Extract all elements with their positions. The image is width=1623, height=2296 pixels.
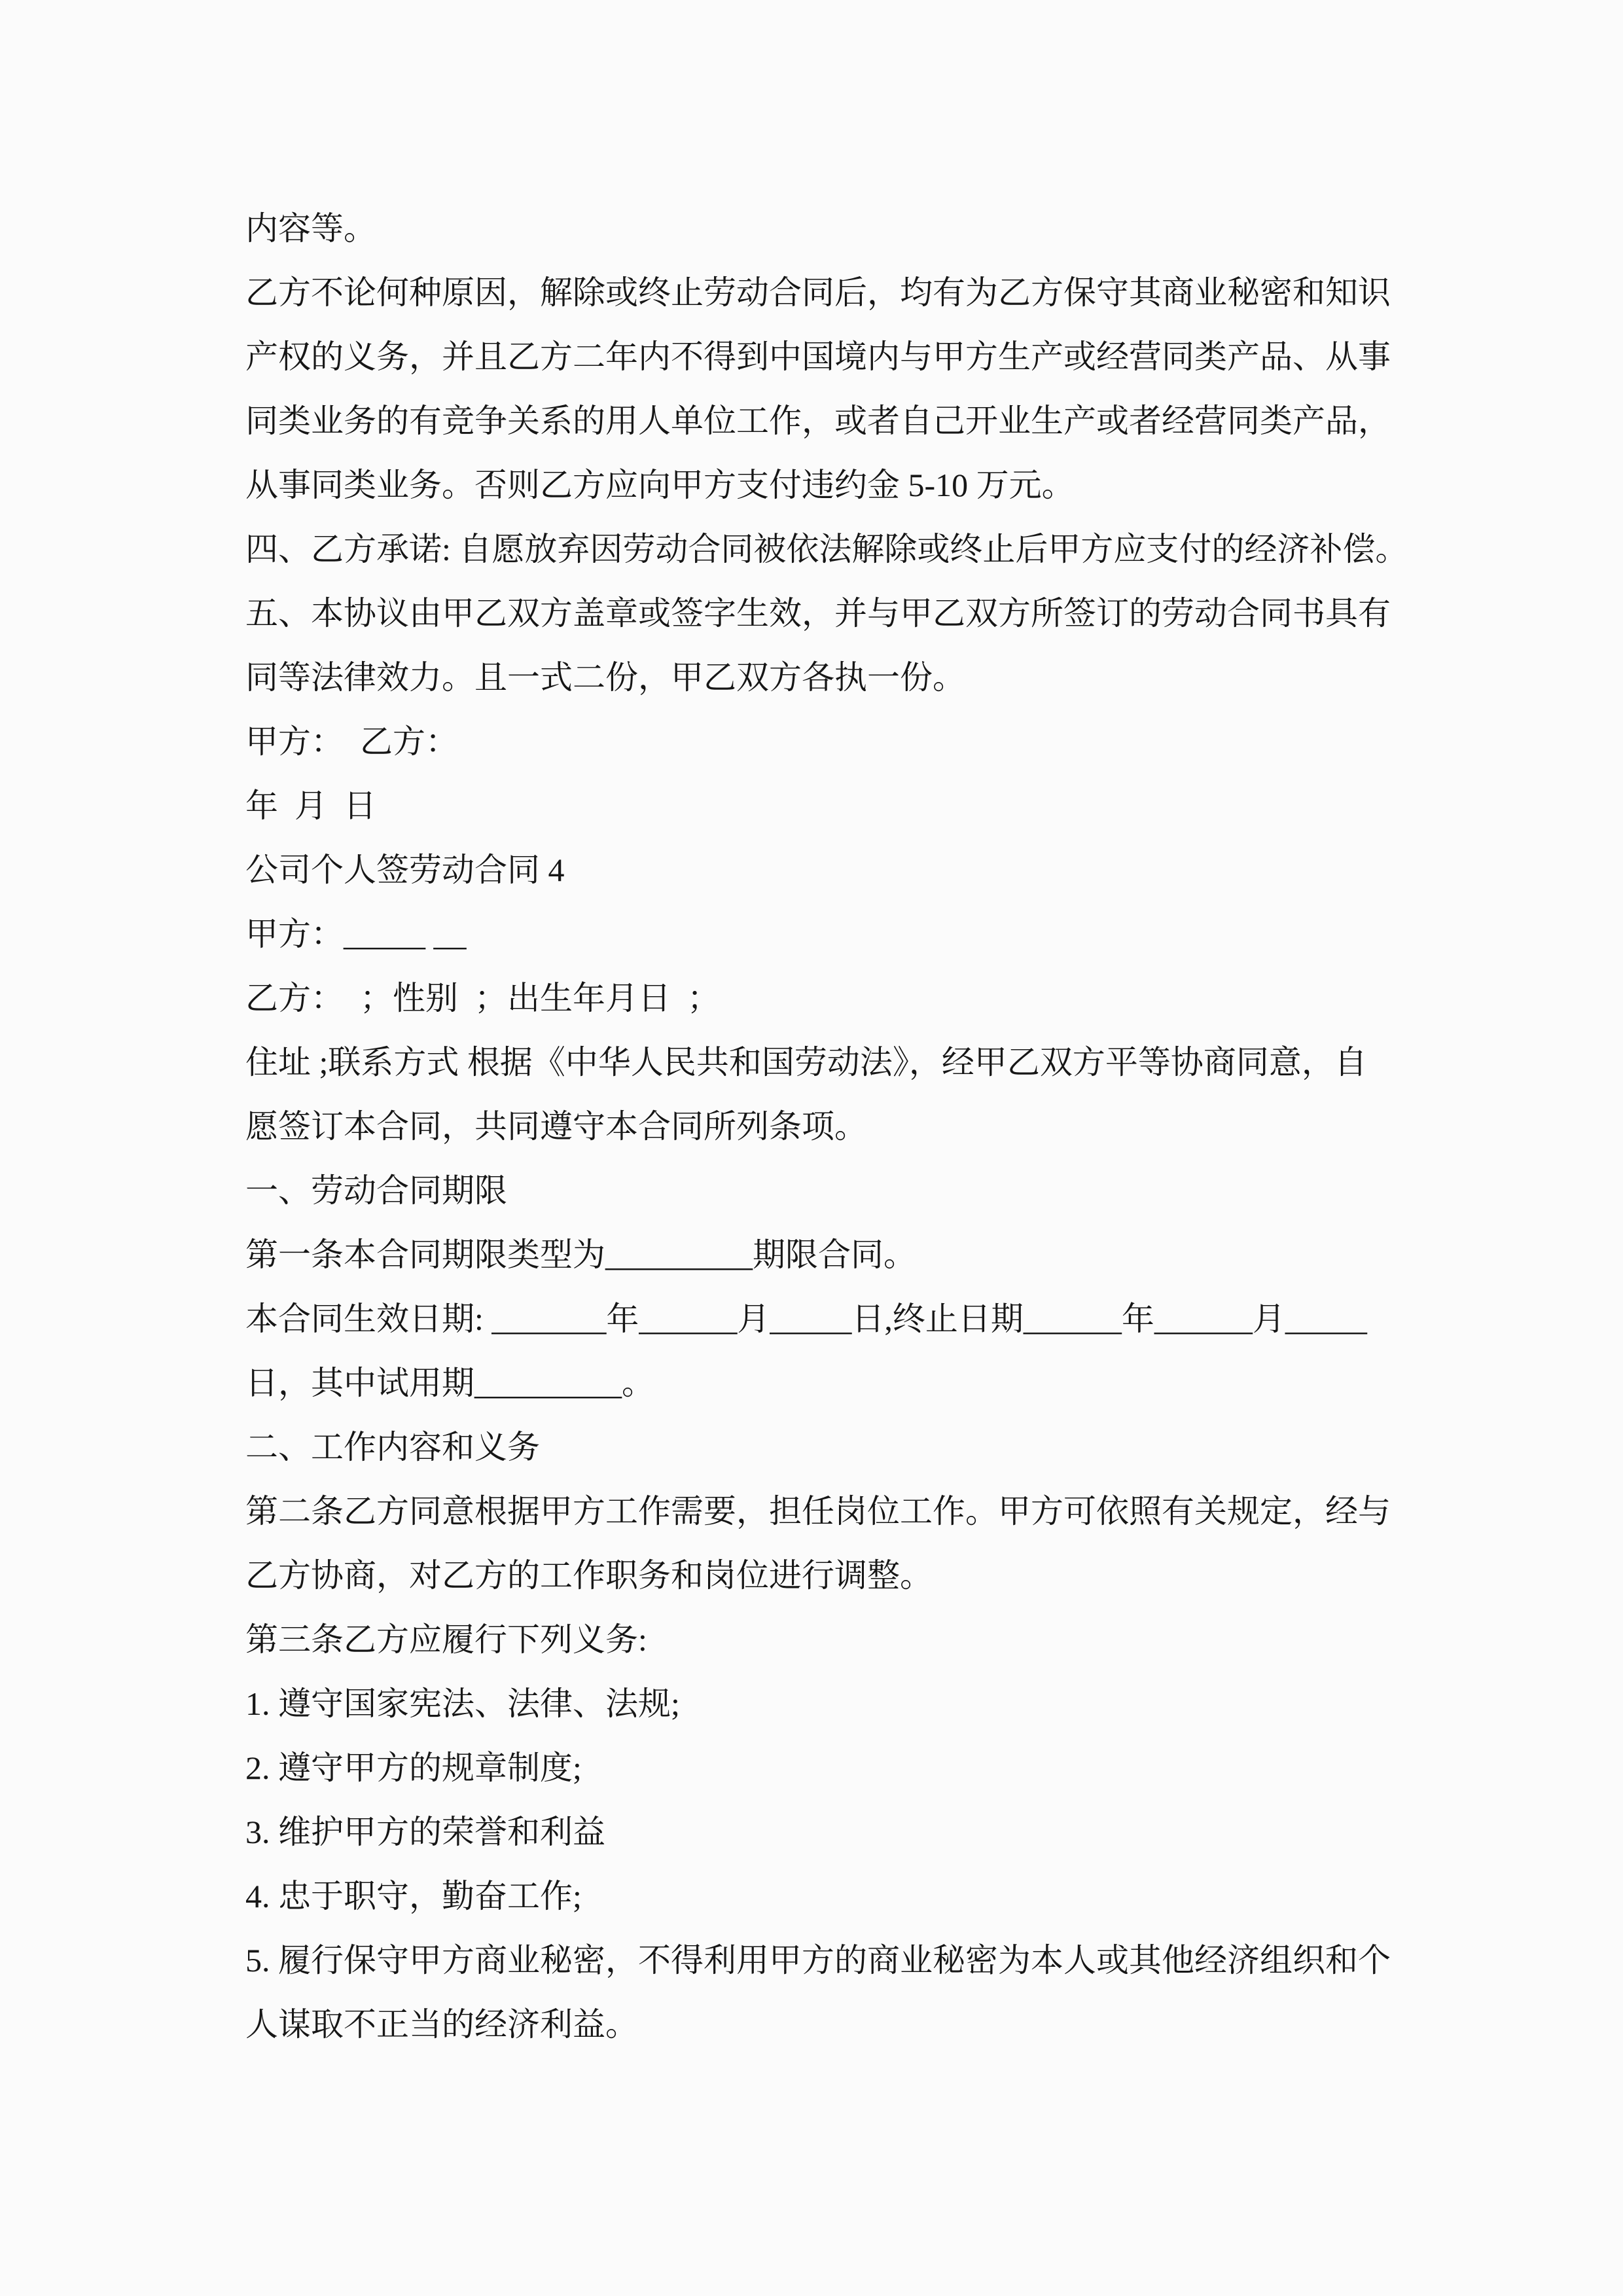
signature-date-line: 年 月 日 [245,787,376,824]
contract-section-title: 公司个人签劳动合同 4 [245,852,565,888]
obligation-item-1: 1. 遵守国家宪法、法律、法规; [245,1685,680,1722]
contract-text [245,196,1417,2056]
contract-line: 从事同类业务。否则乙方应向甲方支付违约金 5-10 万元。 [245,467,1075,503]
probation-blank-line: 日，其中试用期_________。 [245,1365,654,1401]
party-b-info-line: 乙方： ；性别 ；出生年月日 ； [245,980,720,1016]
contract-line: 内容等。 [245,210,376,247]
obligation-item-3: 3. 维护甲方的荣誉和利益 [245,1814,605,1850]
contract-dates-blank-line: 本合同生效日期: _______年______月_____日,终止日期______年______月_____ [245,1300,1367,1337]
article-2-line: 第二条乙方同意根据甲方工作需要，担任岗位工作。甲方可依照有关规定，经与 [245,1493,1391,1530]
contract-line: 同等法律效力。且一式二份，甲乙双方各执一份。 [245,659,965,696]
contract-line: 愿签订本合同，共同遵守本合同所列条项。 [245,1108,867,1145]
contract-line: 住址 ;联系方式 根据《中华人民共和国劳动法》，经甲乙双方平等协商同意，自 [245,1044,1367,1081]
article-1-line: 第一条本合同期限类型为_________期限合同。 [245,1236,916,1273]
contract-line: 人谋取不正当的经济利益。 [245,2006,638,2043]
contract-line: 产权的义务，并且乙方二年内不得到中国境内与甲方生产或经营同类产品、从事 [245,338,1391,375]
section-1-heading: 一、劳动合同期限 [245,1172,507,1209]
obligation-item-5: 5. 履行保守甲方商业秘密，不得利用甲方的商业秘密为本人或其他经济组织和个 [245,1942,1391,1979]
contract-line: 乙方协商，对乙方的工作职务和岗位进行调整。 [245,1557,933,1594]
signature-parties-line: 甲方： 乙方： [245,723,458,760]
section-2-heading: 二、工作内容和义务 [245,1429,540,1465]
contract-clause-4: 四、乙方承诺: 自愿放弃因劳动合同被依法解除或终止后甲方应支付的经济补偿。 [245,531,1408,567]
obligation-item-4: 4. 忠于职守，勤奋工作; [245,1878,582,1914]
contract-line: 乙方不论何种原因，解除或终止劳动合同后，均有为乙方保守其商业秘密和知识 [245,274,1391,311]
obligation-item-2: 2. 遵守甲方的规章制度; [245,1749,582,1786]
party-a-blank-line: 甲方：_____ __ [245,916,467,952]
contract-line: 同类业务的有竞争关系的用人单位工作，或者自己开业生产或者经营同类产品， [245,403,1391,439]
contract-clause-5: 五、本协议由甲乙双方盖章或签字生效，并与甲乙双方所签订的劳动合同书具有 [245,595,1391,632]
article-3-line: 第三条乙方应履行下列义务: [245,1621,647,1658]
